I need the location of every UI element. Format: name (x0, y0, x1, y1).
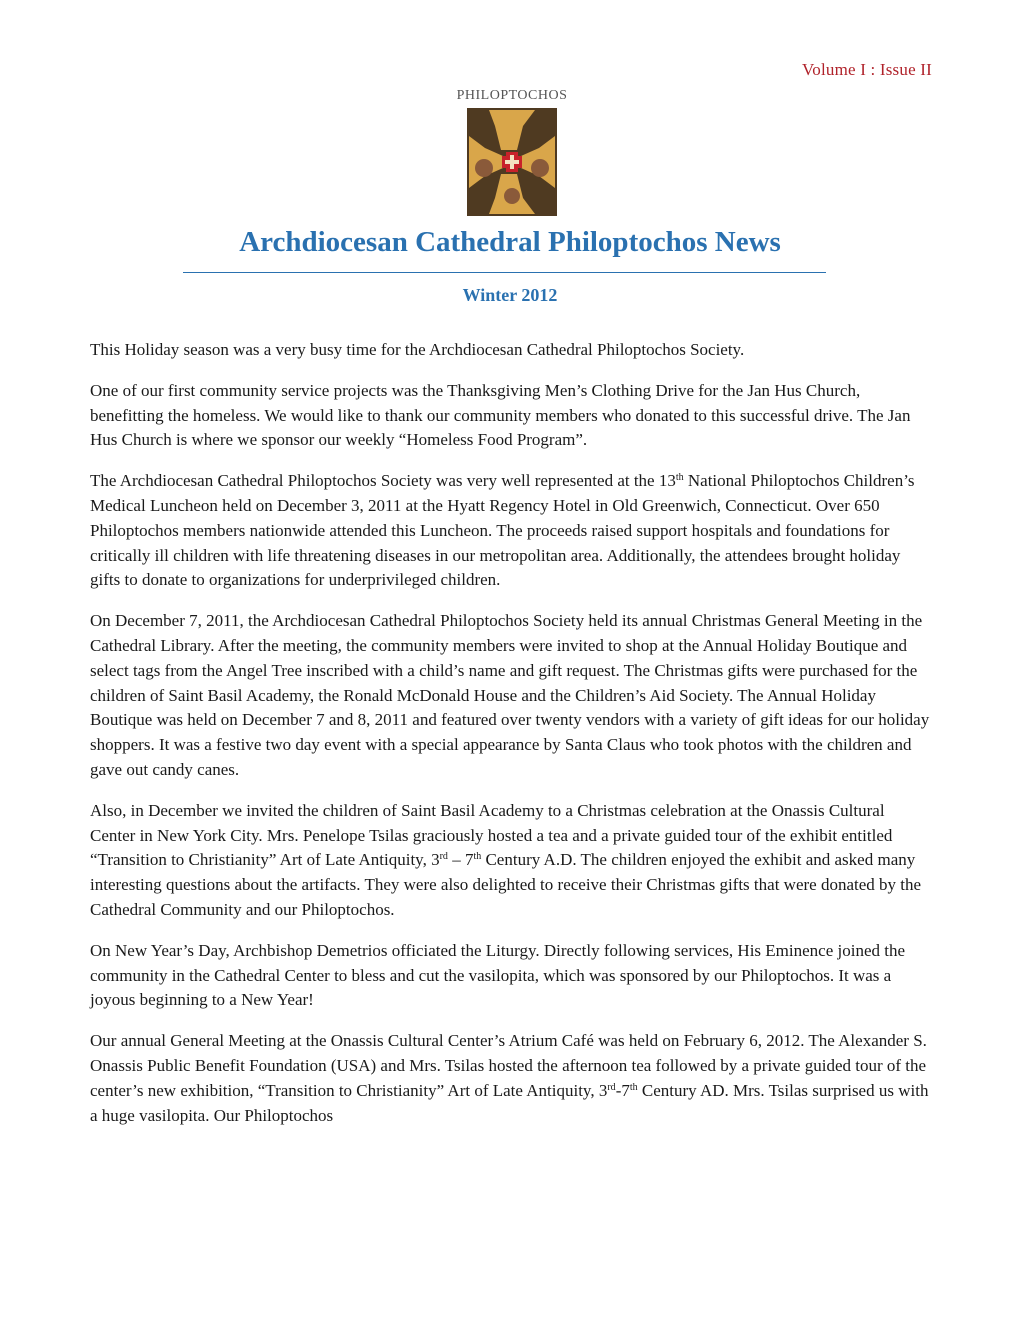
paragraph-5 (90, 799, 932, 923)
title-divider (183, 272, 826, 273)
ordinal-suffix: rd (607, 1081, 616, 1093)
philoptochos-logo (447, 88, 577, 228)
paragraph-4: On December 7, 2011, the Archdiocesan Cathedral Philoptochos Society held its annual Christmas General Meeting in the Cathedral Library. After the meeting, the community members were invited to shop at the Annual Holiday Boutique and select tags from the Angel Tree inscribed with a child’s name and gift request. The Christmas gifts were purchased for the children of Saint Basil Academy, the Ronald McDonald House and the Children’s Aid Society. The Annual Holiday Boutique was held on December 7 and 8, 2011 and featured over twenty vendors with a variety of gift ideas for our holiday shoppers. It was a festive two day event with a special appearance by Santa Claus who took photos with the children and gave out candy canes. (90, 611, 930, 779)
paragraph-6: On New Year’s Day, Archbishop Demetrios officiated the Liturgy. Directly following services, His Eminence joined the community in the Cathedral Center to bless and cut the vasilopita, which was sponsored by our Philoptochos. It was a joyous beginning to a New Year! (90, 940, 906, 1010)
paragraph-1: This Holiday season was a very busy time for the Archdiocesan Cathedral Philoptochos Society. (90, 340, 745, 359)
paragraph-7-part-b: -7 (615, 1080, 630, 1100)
paragraph-3-part-a: The Archdiocesan Cathedral Philoptochos Society was very well represented at the 13 (90, 471, 676, 491)
article-body (90, 338, 932, 1144)
paragraph-2: One of our first community service projects was the Thanksgiving Men’s Clothing Drive for the Jan Hus Church, benefitting the homeless. We would like to thank our community members who donated to this successful drive. The Jan Hus Church is where we sponsor our weekly “Homeless Food Program”. (90, 380, 911, 450)
paragraph-5-part-a: Also, in December we invited the children of Saint Basil Academy to a Christmas celebration at the Onassis Cultural Center in New York City. Mrs. Penelope Tsilas graciously hosted a tea and a private guided tour of the exhibit entitled “Transition to Christianity” Art of Late Antiquity, 3 (90, 800, 893, 870)
ordinal-suffix: th (675, 472, 684, 484)
paragraph-7 (90, 1029, 932, 1128)
logo-wordmark: PHILOPTOCHOS (456, 88, 568, 103)
paragraph-5-part-b: – 7 (447, 850, 474, 870)
ordinal-suffix: rd (439, 851, 448, 863)
volume-issue-label: Volume I : Issue II (801, 60, 932, 79)
paragraph-7-part-c: Century AD. Mrs. Tsilas surprised us with a huge vasilopita. Our Philoptochos (90, 1080, 929, 1125)
ordinal-suffix: th (629, 1081, 638, 1093)
issue-season: Winter 2012 (462, 285, 558, 305)
paragraph-3-part-b: National Philoptochos Children’s Medical Luncheon held on December 3, 2011 at the Hyatt Regency Hotel in Old Greenwich, Connecticut. Over 650 Philoptochos members nationwide attended this Luncheon. The proceeds raised support hospitals and foundations for critically ill children with life threatening diseases in our metropolitan area. Additionally, the attendees brought holiday gifts to donate to organizations for underprivileged children. (90, 471, 915, 590)
paragraph-5-part-c: Century A.D. The children enjoyed the exhibit and asked many interesting questions about the artifacts. They were also delighted to receive their Christmas gifts that were donated by the Cathedral Community and our Philoptochos. (90, 850, 922, 919)
cross-icon (447, 106, 577, 218)
ordinal-suffix: th (473, 851, 482, 863)
paragraph-3 (90, 469, 932, 593)
paragraph-7-part-a: Our annual General Meeting at the Onassis Cultural Center’s Atrium Café was held on February 6, 2012. The Alexander S. Onassis Public Benefit Foundation (USA) and Mrs. Tsilas hosted the afternoon tea followed by a private guided tour of the center’s new exhibition, “Transition to Christianity” Art of Late Antiquity, 3 (90, 1031, 927, 1100)
newsletter-title: Archdiocesan Cathedral Philoptochos News (239, 226, 781, 258)
